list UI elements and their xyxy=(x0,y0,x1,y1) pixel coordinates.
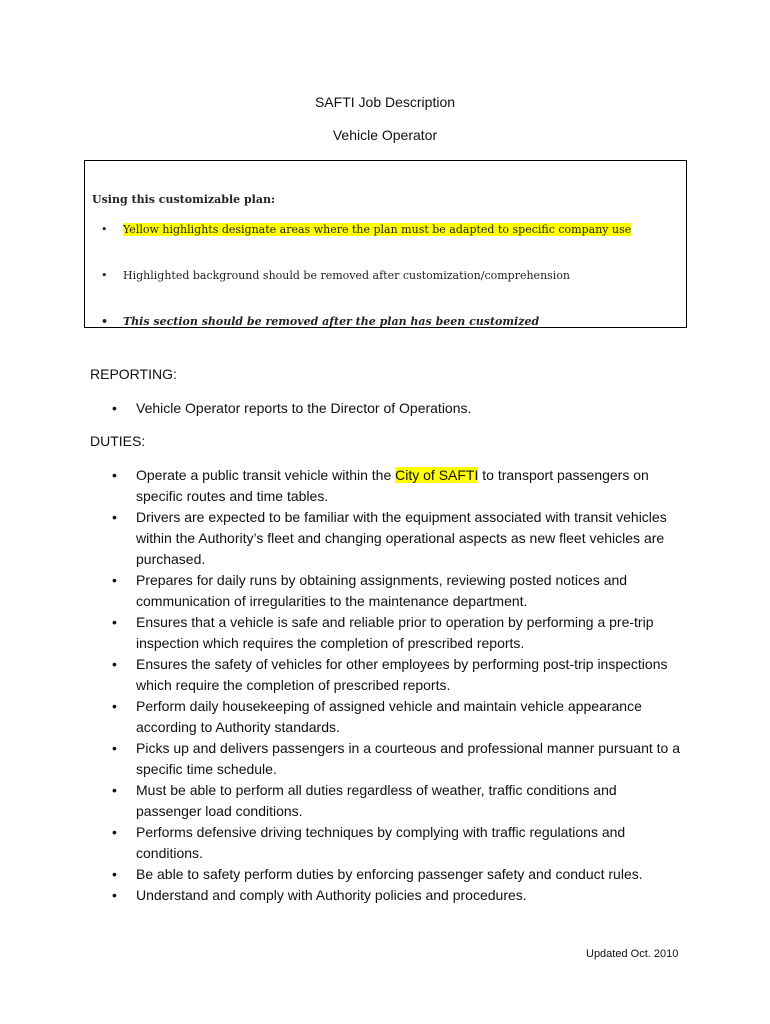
list-item-text: Picks up and delivers passengers in a courteous and professional manner pursuant to a specific time schedule. xyxy=(136,740,680,777)
bullet-icon: • xyxy=(112,866,117,882)
bullet-icon: • xyxy=(112,887,117,903)
list-item xyxy=(112,570,682,612)
list-item-text: Ensures the safety of vehicles for other employees by performing post-trip inspections which require the completion of prescribed reports. xyxy=(136,656,668,693)
list-item-text: Operate a public transit vehicle within the xyxy=(136,467,396,483)
bullet-icon: • xyxy=(101,223,108,236)
customization-notice-box xyxy=(84,160,687,328)
list-item-text: Understand and comply with Authority policies and procedures. xyxy=(136,887,527,903)
reporting-list xyxy=(112,398,682,419)
list-item-text: Performs defensive driving techniques by complying with traffic regulations and conditions. xyxy=(136,824,626,861)
list-item-text: Drivers are expected to be familiar with the equipment associated with transit vehicles within the Authority’s fleet and changing operational aspects as new fleet vehicles are purchased. xyxy=(136,509,667,567)
list-item xyxy=(112,398,682,419)
bullet-icon: • xyxy=(101,269,108,282)
notice-item-text: Highlighted background should be removed after customization/comprehension xyxy=(123,269,571,282)
notice-item xyxy=(101,315,539,328)
list-item xyxy=(112,696,682,738)
duties-heading: DUTIES: xyxy=(90,433,146,449)
list-item xyxy=(112,738,682,780)
updated-date: Updated Oct. 2010 xyxy=(586,948,679,960)
highlighted-company-name: City of SAFTI xyxy=(395,467,479,483)
list-item xyxy=(112,864,682,885)
list-item xyxy=(112,654,682,696)
notice-item xyxy=(101,223,631,236)
list-item xyxy=(112,822,682,864)
bullet-icon: • xyxy=(112,400,117,416)
notice-heading: Using this customizable plan: xyxy=(92,193,276,206)
list-item-text: Be able to safety perform duties by enforcing passenger safety and conduct rules. xyxy=(136,866,643,882)
list-item-text: Vehicle Operator reports to the Director of Operations. xyxy=(136,400,472,416)
notice-item-text: Yellow highlights designate areas where the plan must be adapted to specific company use xyxy=(123,223,632,236)
bullet-icon: • xyxy=(112,467,117,483)
list-item-text: to transport passengers on specific routes and time tables. xyxy=(136,467,649,504)
bullet-icon: • xyxy=(112,572,117,588)
reporting-heading: REPORTING: xyxy=(90,366,177,382)
bullet-icon: • xyxy=(112,824,117,840)
bullet-icon: • xyxy=(112,509,117,525)
document-title: SAFTI Job Description xyxy=(314,94,456,110)
list-item-text: Ensures that a vehicle is safe and reliable prior to operation by performing a pre-trip inspection which requires the completion of prescribed reports. xyxy=(136,614,654,651)
notice-item-text: This section should be removed after the plan has been customized xyxy=(123,315,540,328)
list-item-text: Perform daily housekeeping of assigned vehicle and maintain vehicle appearance according to Authority standards. xyxy=(136,698,642,735)
list-item xyxy=(112,780,682,822)
notice-item xyxy=(101,269,570,282)
list-item xyxy=(112,885,682,906)
list-item-text: Prepares for daily runs by obtaining assignments, reviewing posted notices and communication of irregularities to the maintenance department. xyxy=(136,572,628,609)
bullet-icon: • xyxy=(101,315,109,328)
document-subtitle: Vehicle Operator xyxy=(332,127,438,143)
bullet-icon: • xyxy=(112,656,117,672)
bullet-icon: • xyxy=(112,614,117,630)
duties-list xyxy=(112,465,682,906)
list-item-text: Must be able to perform all duties regardless of weather, traffic conditions and passenger load conditions. xyxy=(136,782,617,819)
bullet-icon: • xyxy=(112,740,117,756)
bullet-icon: • xyxy=(112,698,117,714)
list-item xyxy=(112,612,682,654)
list-item xyxy=(112,507,682,570)
bullet-icon: • xyxy=(112,782,117,798)
list-item xyxy=(112,465,682,507)
